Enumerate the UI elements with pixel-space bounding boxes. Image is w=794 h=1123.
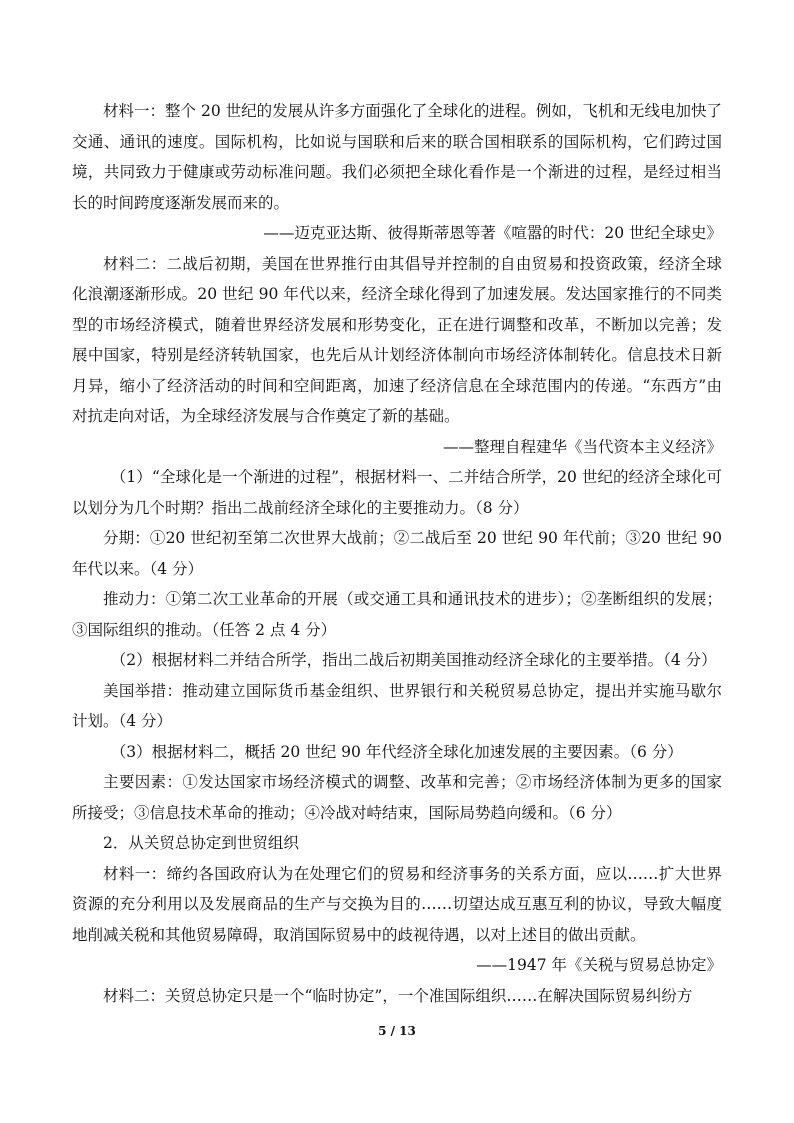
material-two-source: ——整理自程建华《当代资本主义经济》 <box>442 437 722 456</box>
page-number: 5 / 13 <box>378 1024 416 1038</box>
answer-1-periods: 分期：①20 世纪初至第二次世界大战前；②二战后至 20 世纪 90 年代前；③20 世纪 90 年代以来。（4 分） <box>72 529 722 578</box>
question-1: （1）“全球化是一个渐进的过程”，根据材料一、二并结合所学，20 世纪的经济全球化可以划分为几个时期？指出二战前经济全球化的主要推动力。（8 分） <box>72 468 722 517</box>
gatt-material-two-paragraph: 材料二：关贸总协定只是一个“临时协定”，一个准国际组织……在解决国际贸易纠纷方 <box>103 986 693 1005</box>
answer-3: 主要因素：①发达国家市场经济模式的调整、改革和完善；②市场经济体制为更多的国家所接受；③信息技术革命的推动；④冷战对峙结束，国际局势趋向缓和。（6 分） <box>72 773 722 822</box>
material-two-paragraph: 材料二：二战后初期，美国在世界推行由其倡导并控制的自由贸易和投资政策，经济全球化浪潮逐渐形成。20 世纪 90 年代以来，经济全球化得到了加速发展。发达国家推行的不同类型的市场经济模式，随着世界经济发展和形势变化，正在进行调整和改革，不断加以完善；发展中国家，特别是经济转轨国家，也先后从计划经济体制向市场经济体制转化。信息技术日新月异，缩小了经济活动的时间和空间距离，加速了经济信息在全球范围内的传递。“东西方”由对抗走向对话，为全球经济发展与合作奠定了新的基础。 <box>72 254 722 425</box>
material-one-paragraph: 材料一：整个 20 世纪的发展从许多方面强化了全球化的进程。例如，飞机和无线电加快了交通、通讯的速度。国际机构，比如说与国联和后来的联合国相联系的国际机构，它们跨过国境，共同致力于健康或劳动标准问题。我们必须把全球化看作是一个渐进的过程，是经过相当长的时间跨度逐渐发展而来的。 <box>72 102 722 212</box>
section-2-heading: 2．从关贸总协定到世贸组织 <box>103 834 299 852</box>
question-3: （3）根据材料二，概括 20 世纪 90 年代经济全球化加速发展的主要因素。（6 分） <box>110 742 683 761</box>
answer-2: 美国举措：推动建立国际货币基金组织、世界银行和关税贸易总协定，提出并实施马歇尔计划。（4 分） <box>72 681 722 730</box>
document-body <box>72 96 722 1011</box>
gatt-material-one-source: ——1947 年《关税与贸易总协定》 <box>476 956 722 974</box>
answer-1-drivers: 推动力：①第二次工业革命的开展（或交通工具和通讯技术的进步）；②垄断组织的发展；③国际组织的推动。（任答 2 点 4 分） <box>72 590 722 639</box>
material-one-source: ——迈克亚达斯、彼得斯蒂恩等著《喧嚣的时代：20 世纪全球史》 <box>263 224 722 242</box>
gatt-material-one-paragraph: 材料一：缔约各国政府认为在处理它们的贸易和经济事务的关系方面，应以……扩大世界资源的充分利用以及发展商品的生产与交换为目的……切望达成互惠互利的协议，导致大幅度地削减关税和其他贸易障碍，取消国际贸易中的歧视待遇，以对上述目的做出贡献。 <box>72 864 722 944</box>
question-2: （2）根据材料二并结合所学，指出二战后初期美国推动经济全球化的主要举措。（4 分） <box>110 651 717 669</box>
